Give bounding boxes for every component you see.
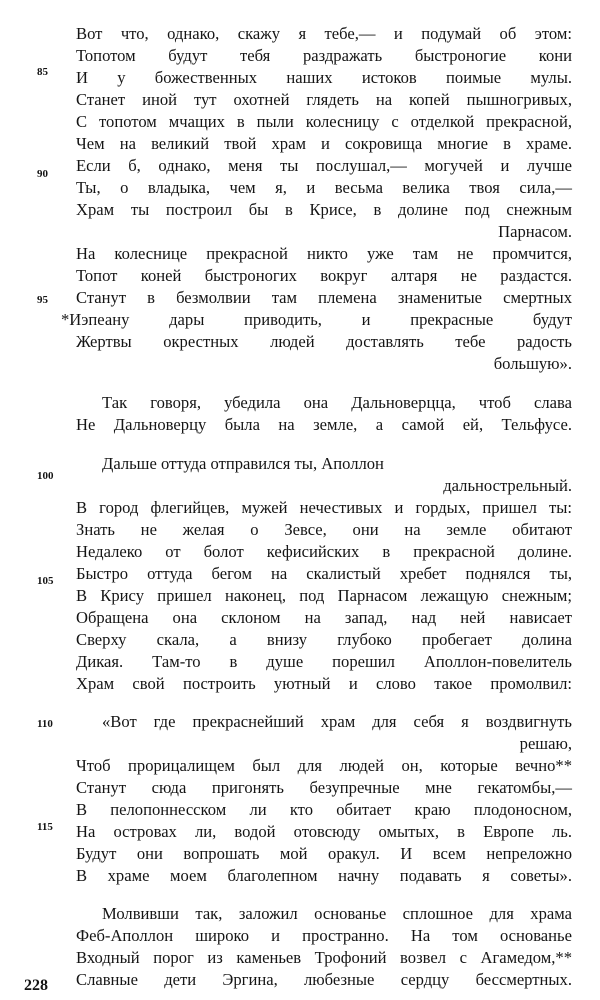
verse-line: Недалеко от болот кефисийских в прекрасной долине. (76, 542, 572, 561)
verse-line: Обращена она склоном на запад, над ней нависает (76, 608, 572, 627)
verse-line: Ты, о владыка, чем я, и весьма велика твоя сила,— (76, 178, 572, 197)
verse-line: Если б, однако, меня ты послушал,— могучей и лучше (76, 156, 572, 175)
verse-line: Топот коней быстроногих вокруг алтаря не раздастся. (76, 266, 572, 285)
line-number: 90 (37, 168, 48, 180)
verse-line: Будут они вопрошать мой оракул. И всем непреложно (76, 844, 572, 863)
line-number: 115 (37, 821, 53, 833)
verse-line: Жертвы окрестных людей доставлять тебе радость (76, 332, 572, 351)
verse-line: «Вот где прекраснейший храм для себя я воздвигнуть (102, 712, 572, 731)
line-number: 105 (37, 575, 54, 587)
verse-line: На колеснице прекрасной никто уже там не промчится, (76, 244, 572, 263)
line-number: 100 (37, 470, 54, 482)
verse-line: Станет иной тут охотней глядеть на копей пышногривых, (76, 90, 572, 109)
verse-line: Входный порог из каменьев Трофоний возвел с Агамедом,** (76, 948, 572, 967)
verse-line: Вот что, однако, скажу я тебе,— и подумай об этом: (76, 24, 572, 43)
verse-line: Быстро оттуда бегом на скалистый хребет поднялся ты, (76, 564, 572, 583)
verse-line: Чтоб прорицалищем был для людей он, которые вечно** (76, 756, 572, 775)
verse-line: Топотом будут тебя раздражать быстроногие кони (76, 46, 572, 65)
verse-line: Феб-Аполлон широко и пространно. На том основанье (76, 926, 572, 945)
verse-line: *Иэпеану дары приводить, и прекрасные будут (61, 310, 572, 329)
page-number: 228 (24, 977, 48, 994)
verse-line: Дикая. Там-то в душе порешил Аполлон-повелитель (76, 652, 572, 671)
verse-line-continuation: большую». (493, 354, 572, 373)
line-number: 95 (37, 294, 48, 306)
line-number: 85 (37, 66, 48, 78)
verse-line: Так говоря, убедила она Дальноверцца, чтоб слава (102, 393, 572, 412)
verse-line: Станут в безмолвии там племена знаменитые смертных (76, 288, 572, 307)
verse-line: Храм свой построить уютный и слово такое промолвил: (76, 674, 572, 693)
verse-line: В храме моем благолепном начну подавать я советы». (76, 866, 572, 885)
verse-line-continuation: дальнострельный. (443, 476, 572, 495)
verse-line: С топотом мчащих в пыли колесницу с отделкой прекрасной, (76, 112, 572, 131)
line-number: 110 (37, 718, 53, 730)
verse-line-continuation: Парнасом. (498, 222, 572, 241)
verse-line: В пелопоннесском ли кто обитает краю плодоносном, (76, 800, 572, 819)
verse-line-continuation: решаю, (519, 734, 572, 753)
verse-line: Знать не желая о Зевсе, они на земле обитают (76, 520, 572, 539)
verse-line: В Крису пришел наконец, под Парнасом лежащую снежным; (76, 586, 572, 605)
verse-line: Славные дети Эргина, любезные сердцу бессмертных. (76, 970, 572, 989)
verse-line: И у божественных наших истоков поимые мулы. (76, 68, 572, 87)
verse-line: Сверху скала, а внизу глубоко пробегает долина (76, 630, 572, 649)
verse-line: Не Дальноверцу была на земле, а самой ей, Тельфусе. (76, 415, 572, 434)
verse-line: Станут сюда пригонять безупречные мне гекатомбы,— (76, 778, 572, 797)
verse-line: Молвивши так, заложил основанье сплошное для храма (102, 904, 572, 923)
verse-line: Храм ты построил бы в Крисе, в долине под снежным (76, 200, 572, 219)
verse-line: На островах ли, водой отовсюду омытых, в Европе ль. (76, 822, 572, 841)
verse-line: Чем на великий твой храм и сокровища многие в храме. (76, 134, 572, 153)
verse-line: Дальше оттуда отправился ты, Аполлон (102, 454, 384, 473)
verse-line: В город флегийцев, мужей нечестивых и гордых, пришел ты: (76, 498, 572, 517)
